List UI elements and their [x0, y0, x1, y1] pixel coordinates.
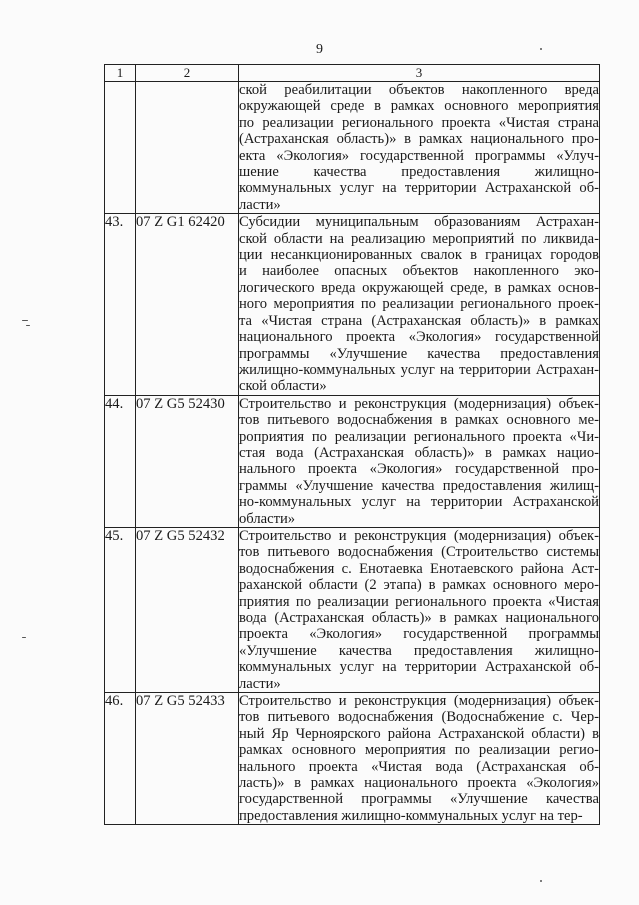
description-line: коммунальных услуг на территории Астраханской об- — [239, 659, 599, 676]
row-number-cell — [105, 527, 136, 692]
description-cell — [239, 82, 600, 214]
description-line: проекта «Экология» государственной программы — [239, 626, 599, 643]
description-line: тов питьевого водоснабжения в рамках основного ме- — [239, 412, 599, 429]
description-line: вода (Астраханская область)» в рамках национального — [239, 610, 599, 626]
description-line: предоставления жилищно-коммунальных услуг на тер- — [239, 807, 583, 824]
description-line: окружающей среде в рамках основного мероприятия — [239, 98, 599, 115]
description-line: граммы «Улучшение качества предоставления жилищ- — [239, 477, 599, 494]
description-cell — [239, 527, 600, 692]
description-line: ции несанкционированных свалок в границах городов — [239, 247, 599, 264]
description-line: ного мероприятия по реализации регионального проек- — [239, 296, 599, 313]
description-line: ласти» — [239, 675, 281, 692]
budget-code-cell — [136, 214, 239, 395]
description-line: программы «Улучшение качества предоставления — [239, 345, 599, 362]
table-header-row — [105, 65, 600, 82]
row-number: 44. — [105, 395, 124, 412]
scan-speck — [22, 320, 28, 321]
description-line: Субсидии муниципальным образованиям Астрахан- — [239, 214, 599, 231]
description-line: рамках основного мероприятия по реализации регио- — [239, 742, 599, 759]
description-line: жилищно-коммунальных услуг на территории Астрахан- — [239, 361, 599, 378]
description-line: раханской области (2 этапа) в рамках основного меро- — [239, 577, 599, 594]
budget-code: 07 Z G5 52432 — [136, 527, 225, 544]
budget-code-cell — [136, 395, 239, 527]
description-line: та «Чистая страна (Астраханская область)» в рамках — [239, 312, 599, 329]
description-line: государственной программы «Улучшение качества — [239, 791, 599, 808]
row-number: 45. — [105, 527, 124, 544]
scan-speck — [540, 48, 542, 50]
description-line: ный Яр Черноярского района Астраханской области) в — [239, 725, 599, 742]
description-line: Строительство и реконструкция (модернизация) объек- — [239, 395, 599, 412]
table-row — [105, 82, 600, 214]
description-line: Строительство и реконструкция (модернизация) объек- — [239, 527, 599, 544]
description-cell — [239, 693, 600, 825]
scan-speck — [22, 637, 26, 638]
page-number: 9 — [316, 42, 323, 57]
row-number-cell — [105, 214, 136, 395]
description-cell — [239, 395, 600, 527]
column-header-2: 2 — [136, 65, 239, 82]
description-line: ской области» — [239, 378, 327, 395]
column-header-3: 3 — [239, 65, 600, 82]
budget-code-cell — [136, 527, 239, 692]
row-number-cell — [105, 82, 136, 214]
description-line: нального проекта «Чистая вода (Астраханская об- — [239, 758, 599, 775]
description-line: приятия по реализации регионального проекта «Чистая — [239, 593, 599, 610]
description-line: ской области на реализацию мероприятий по ликвида- — [239, 230, 599, 247]
description-line: и наиболее опасных объектов накопленного эко- — [239, 263, 599, 280]
description-line: тов питьевого водоснабжения (Водоснабжение с. Чер- — [239, 709, 599, 726]
description-line: логического вреда окружающей среде, в рамках основ- — [239, 279, 599, 296]
scan-speck — [540, 880, 542, 882]
scan-speck — [26, 325, 30, 326]
table-row — [105, 395, 600, 527]
row-number: 46. — [105, 693, 124, 710]
description-line: ской реабилитации объектов накопленного вреда — [239, 82, 599, 98]
table-row — [105, 693, 600, 825]
description-line: (Астраханская область)» в рамках национального про- — [239, 131, 599, 148]
budget-classification-table — [104, 64, 600, 825]
description-line: роприятия по реализации регионального проекта «Чи- — [239, 428, 599, 445]
budget-code: 07 Z G1 62420 — [136, 214, 225, 231]
description-line: области» — [239, 510, 296, 527]
table-body — [105, 65, 600, 825]
description-line: ласти» — [239, 196, 281, 213]
description-line: нального проекта «Экология» государственной про- — [239, 461, 599, 478]
description-line: по реализации регионального проекта «Чистая страна — [239, 114, 599, 131]
description-cell — [239, 214, 600, 395]
table-row — [105, 527, 600, 692]
description-line: екта «Экология» государственной программы «Улуч- — [239, 147, 599, 164]
row-number: 43. — [105, 214, 124, 231]
description-line: ласть)» в рамках национального проекта «Экология» — [239, 775, 599, 792]
column-header-1: 1 — [105, 65, 136, 82]
budget-code: 07 Z G5 52433 — [136, 693, 225, 710]
description-line: тов питьевого водоснабжения (Строительство системы — [239, 544, 599, 561]
table-row — [105, 214, 600, 395]
description-line: но-коммунальных услуг на территории Астраханской — [239, 494, 599, 511]
description-line: стая вода (Астраханская область)» в рамках нацио- — [239, 444, 599, 461]
budget-code-cell — [136, 82, 239, 214]
budget-code: 07 Z G5 52430 — [136, 395, 225, 412]
description-line: шение качества предоставления жилищно- — [239, 164, 599, 181]
description-line: Строительство и реконструкция (модернизация) объек- — [239, 693, 599, 710]
description-line: коммунальных услуг на территории Астраханской об- — [239, 180, 599, 197]
row-number-cell — [105, 693, 136, 825]
description-line: водоснабжения с. Енотаевка Енотаевского района Аст- — [239, 560, 599, 577]
description-line: «Улучшение качества предоставления жилищно- — [239, 642, 599, 659]
row-number-cell — [105, 395, 136, 527]
description-line: национального проекта «Экология» государственной — [239, 329, 599, 346]
budget-code-cell — [136, 693, 239, 825]
